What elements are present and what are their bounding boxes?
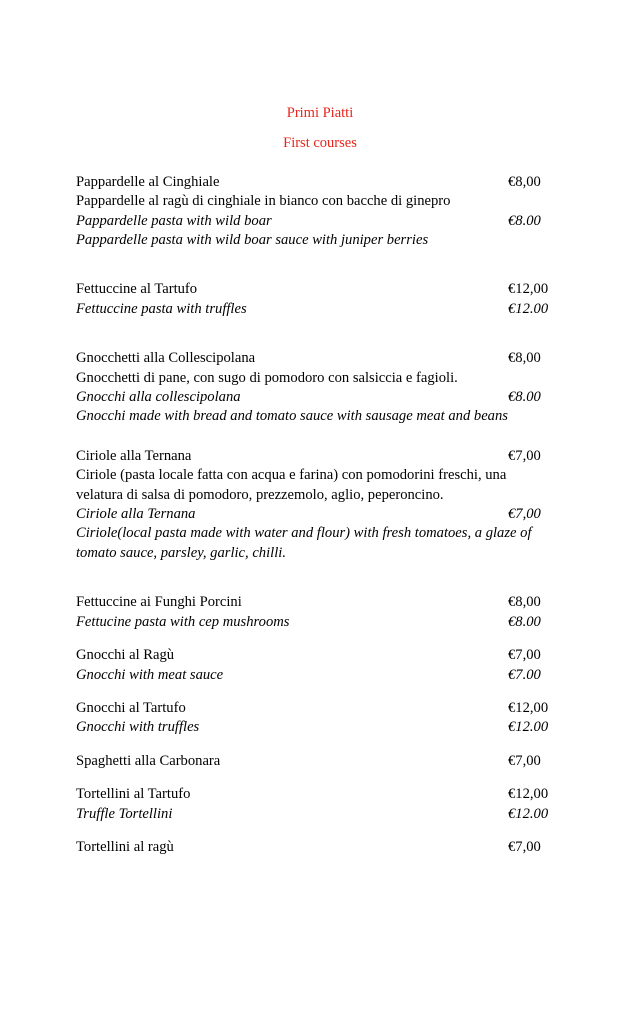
spacer [76,738,564,752]
menu-item-price-it: €7,00 [508,647,541,664]
menu-item-price-it: €7,00 [508,752,541,769]
menu-item-row-it [76,752,564,771]
menu-page [0,105,640,1010]
menu-item [76,280,564,319]
menu-item-name-en: Gnocchi with truffles [76,719,200,736]
menu-item-description-it [76,466,564,505]
spacer [76,824,564,838]
menu-item [76,752,564,771]
menu-item-row-en [76,300,564,319]
menu-item-row-it [76,447,564,466]
menu-item [76,593,564,632]
menu-item-name-en: Gnocchi with meat sauce [76,666,224,683]
menu-item-price-it: €12,00 [508,281,549,298]
menu-item-name-it: Tortellini al Tartufo [76,786,191,803]
description-text: Pappardelle pasta with wild boar sauce with juniper berries [76,232,429,248]
menu-item-description-it [76,192,564,211]
menu-item-row-en [76,212,564,231]
menu-item-price-it: €7,00 [508,838,541,855]
menu-item-price-en: €12.00 [508,300,549,317]
menu-item-name-en: Fettuccine pasta with truffles [76,300,247,317]
menu-item-name-it: Spaghetti alla Carbonara [76,752,221,769]
menu-item-row-it [76,785,564,804]
menu-item-price-en: €7.00 [508,666,541,683]
menu-item-name-it: Fettuccine al Tartufo [76,281,198,298]
menu-item-price-it: €8,00 [508,173,541,190]
menu-item-row-it [76,349,564,368]
menu-item-row-en [76,718,564,737]
spacer [76,427,564,447]
menu-item-price-it: €8,00 [508,594,541,611]
description-text: Pappardelle al ragù di cinghiale in bianco con bacche di ginepro [76,193,451,210]
menu-item-description-en [76,231,564,250]
menu-item-name-it: Tortellini al ragù [76,838,174,855]
spacer [76,685,564,699]
menu-item-name-it: Gnocchetti alla Collescipolana [76,350,256,367]
page-subtitle: First courses [283,135,357,152]
description-text: Gnocchi made with bread and tomato sauce with sausage meat and beans [76,408,508,425]
menu-item-row-it [76,173,564,192]
menu-item-price-en: €12.00 [508,719,549,736]
menu-item-price-en: €7,00 [508,506,541,523]
menu-item-name-it: Ciriole alla Ternana [76,447,192,464]
menu-item-name-en: Pappardelle pasta with wild boar [76,212,272,229]
menu-item-description-en [76,407,564,426]
menu-item-price-en: €12.00 [508,805,549,822]
menu-item [76,838,564,857]
menu-item-name-en: Gnocchi alla collescipolana [76,389,241,406]
menu-item [76,699,564,738]
menu-item-row-it [76,699,564,718]
menu-item-price-it: €7,00 [508,447,541,464]
menu-item-row-en [76,613,564,632]
menu-item-name-en: Truffle Tortellini [76,805,173,822]
spacer [76,771,564,785]
menu-item-name-en: Fettucine pasta with cep mushrooms [76,613,290,630]
menu-item-description-en [76,524,564,563]
spacer [76,632,564,646]
menu-item-price-en: €8.00 [508,389,541,406]
menu-item-row-it [76,646,564,665]
menu-item-name-it: Gnocchi al Ragù [76,647,175,664]
dish-list [76,173,564,858]
spacer [76,319,564,349]
spacer [76,563,564,593]
menu-item-description-it [76,369,564,388]
menu-item-row-en [76,505,564,524]
menu-item [76,785,564,824]
menu-item-price-it: €12,00 [508,786,549,803]
menu-item-row-en [76,805,564,824]
menu-item-name-en: Ciriole alla Ternana [76,506,196,523]
menu-item-name-it: Fettuccine ai Funghi Porcini [76,594,242,611]
menu-item [76,173,564,251]
menu-item-row-it [76,838,564,857]
menu-item-price-it: €8,00 [508,350,541,367]
page-title: Primi Piatti [286,105,354,121]
menu-item [76,349,564,427]
menu-item [76,646,564,685]
menu-item-price-en: €8.00 [508,613,541,630]
menu-item-price-it: €12,00 [508,699,549,716]
menu-item-name-it: Gnocchi al Tartufo [76,699,186,716]
menu-item-name-it: Pappardelle al Cinghiale [76,173,220,190]
spacer [76,250,564,280]
description-text: Ciriole(local pasta made with water and flour) with fresh tomatoes, a glaze of tomato sauce, parsley, garlic, chilli. [76,525,532,561]
menu-item [76,447,564,563]
menu-item-price-en: €8.00 [508,212,541,229]
menu-item-row-it [76,593,564,612]
menu-item-row-it [76,280,564,299]
description-text: Gnocchetti di pane, con sugo di pomodoro con salsiccia e fagioli. [76,369,458,386]
menu-item-row-en [76,666,564,685]
description-text: Ciriole (pasta locale fatta con acqua e farina) con pomodorini freschi, una velatura di salsa di pomodoro, prezzemolo, aglio, peperoncino. [76,467,507,503]
menu-item-row-en [76,388,564,407]
